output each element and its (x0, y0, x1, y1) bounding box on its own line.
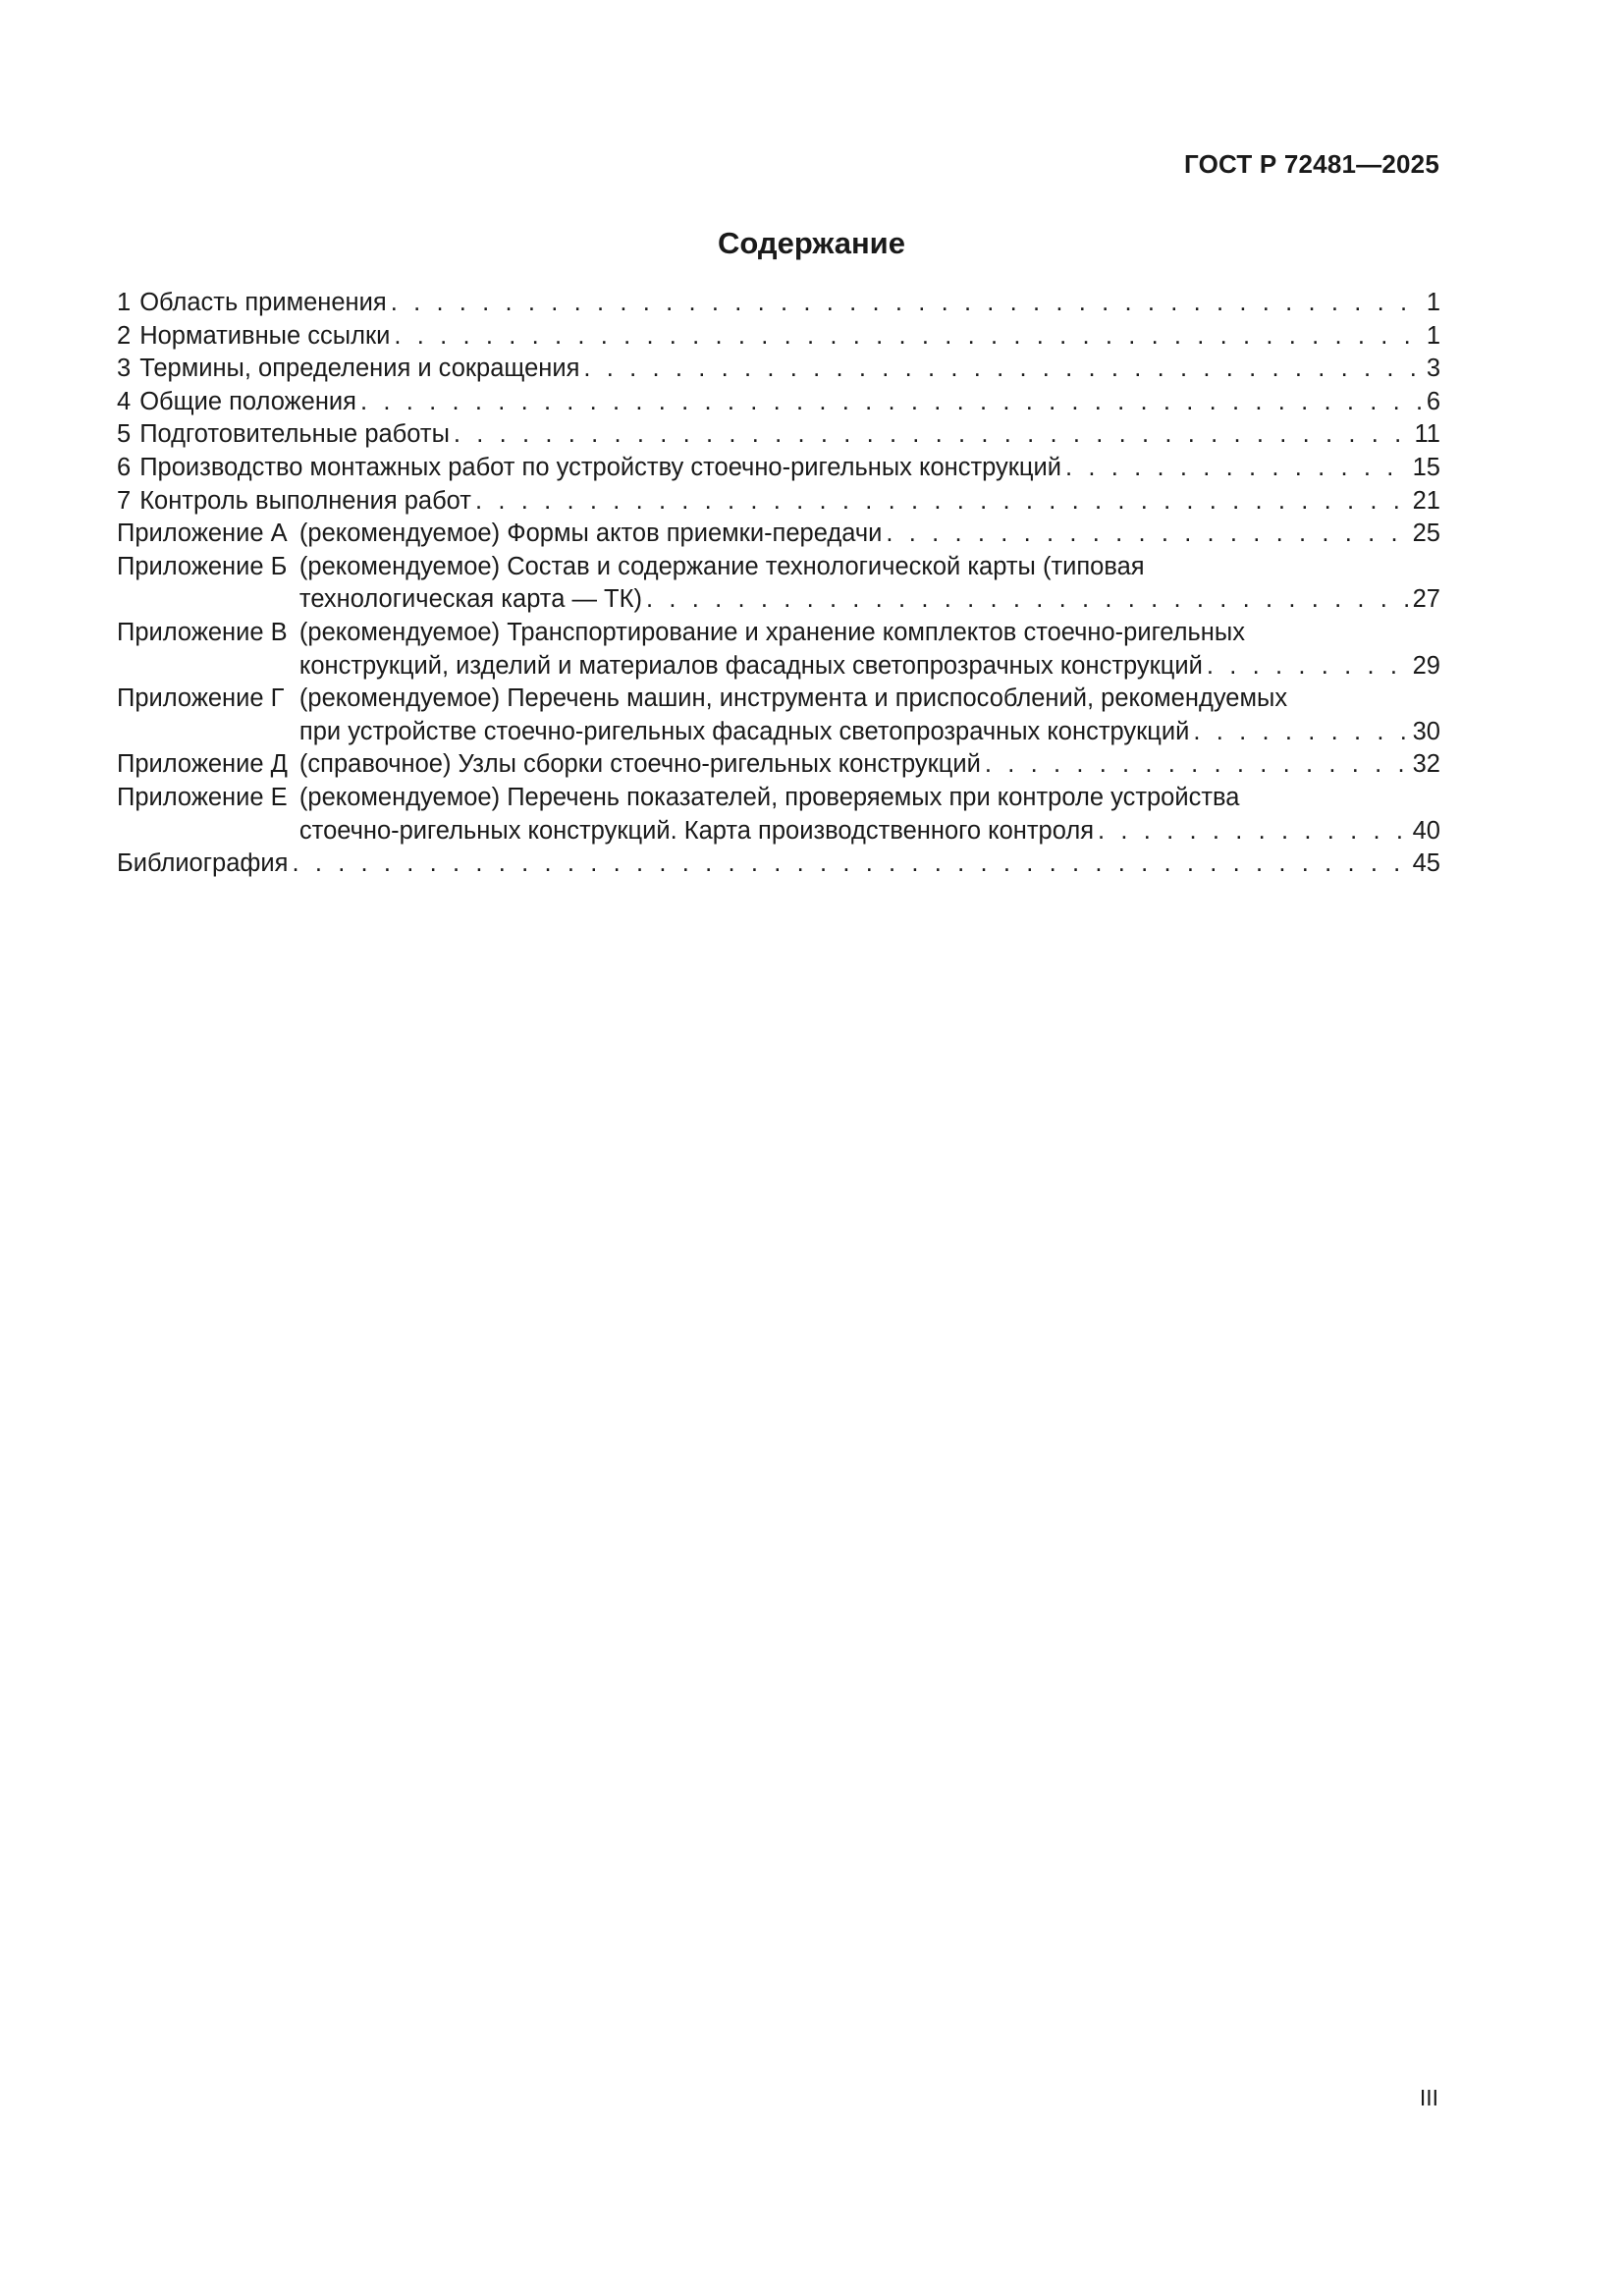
dot-leader (886, 518, 1410, 551)
toc-appendix-v[interactable] (117, 617, 1440, 683)
toc-appendix-a[interactable] (117, 518, 1440, 551)
page-ref: 1 (1426, 289, 1440, 316)
dot-leader (360, 386, 1425, 419)
appendix-title: (рекомендуемое) Перечень показателей, проверяемых при контроле устройства (298, 783, 1240, 811)
dot-leader (1098, 815, 1411, 848)
appendix-label: Приложение Е (117, 783, 288, 811)
page-ref: 32 (1412, 750, 1440, 779)
section-number: 5 (117, 420, 132, 449)
appendix-title: (рекомендуемое) Транспортирование и хранение комплектов стоечно-ригельных (298, 618, 1245, 646)
appendix-title: (рекомендуемое) Перечень машин, инструмента и приспособлений, рекомендуемых (298, 684, 1288, 713)
appendix-title-cont: конструкций, изделий и материалов фасадных светопрозрачных конструкций (298, 651, 1203, 680)
section-number: 6 (117, 453, 132, 481)
section-number: 4 (117, 387, 132, 415)
page-ref: 3 (1426, 355, 1440, 383)
page-ref: 15 (1412, 453, 1440, 481)
section-title: Область применения (139, 289, 387, 316)
page-ref: 40 (1412, 816, 1440, 845)
appendix-label: Приложение Г (117, 684, 285, 713)
dot-leader (475, 485, 1411, 519)
appendix-label: Приложение Б (117, 552, 288, 580)
dot-leader (391, 287, 1425, 320)
toc-section-5[interactable] (117, 418, 1440, 452)
document-code: ГОСТ Р 72481—2025 (1184, 149, 1439, 179)
toc-section-7[interactable] (117, 485, 1440, 519)
toc-appendix-e[interactable] (117, 782, 1440, 847)
page-ref: 21 (1412, 486, 1440, 515)
section-number: 1 (117, 289, 132, 316)
appendix-label: Приложение В (117, 618, 288, 646)
section-title: Термины, определения и сокращения (139, 355, 580, 383)
appendix-title-cont: при устройстве стоечно-ригельных фасадных светопрозрачных конструкций (298, 717, 1190, 745)
section-number: 7 (117, 486, 132, 515)
bibliography-title: Библиография (117, 849, 289, 878)
page-number: III (1419, 2085, 1438, 2110)
toc-section-3[interactable] (117, 353, 1440, 386)
toc-section-2[interactable] (117, 320, 1440, 354)
toc-title: Содержание (718, 226, 905, 260)
section-title: Нормативные ссылки (139, 321, 391, 350)
section-title: Производство монтажных работ по устройству стоечно-ригельных конструкций (139, 453, 1062, 481)
toc-appendix-g[interactable] (117, 683, 1440, 748)
dot-leader (1065, 452, 1411, 485)
toc-appendix-d[interactable] (117, 748, 1440, 782)
dot-leader (1193, 716, 1410, 749)
dot-leader (1207, 650, 1411, 683)
page-ref: 11 (1414, 420, 1440, 449)
table-of-contents (117, 287, 1440, 881)
page-ref: 25 (1412, 519, 1440, 548)
dot-leader (454, 418, 1413, 452)
section-number: 2 (117, 321, 132, 350)
dot-leader (394, 320, 1424, 354)
appendix-title-cont: технологическая карта — ТК) (298, 585, 642, 614)
page-ref: 6 (1426, 387, 1440, 415)
section-title: Общие положения (139, 387, 356, 415)
section-number: 3 (117, 355, 132, 383)
dot-leader (583, 353, 1424, 386)
dot-leader (985, 748, 1411, 782)
appendix-title: (справочное) Узлы сборки стоечно-ригельных конструкций (298, 750, 981, 779)
toc-section-1[interactable] (117, 287, 1440, 320)
page-ref: 29 (1412, 651, 1440, 680)
appendix-label: Приложение Д (117, 750, 288, 779)
page-ref: 45 (1412, 849, 1440, 878)
appendix-label: Приложение А (117, 519, 288, 548)
page-ref: 30 (1412, 717, 1440, 745)
toc-bibliography[interactable] (117, 847, 1440, 881)
toc-section-6[interactable] (117, 452, 1440, 485)
dot-leader (292, 847, 1410, 881)
section-title: Подготовительные работы (139, 420, 450, 449)
appendix-title: (рекомендуемое) Состав и содержание технологической карты (типовая (298, 552, 1145, 580)
toc-section-4[interactable] (117, 386, 1440, 419)
dot-leader (646, 583, 1411, 617)
appendix-title: (рекомендуемое) Формы актов приемки-передачи (298, 519, 883, 548)
page-ref: 1 (1426, 321, 1440, 350)
page-ref: 27 (1412, 585, 1440, 614)
section-title: Контроль выполнения работ (139, 486, 471, 515)
appendix-title-cont: стоечно-ригельных конструкций. Карта производственного контроля (298, 816, 1095, 845)
toc-appendix-b[interactable] (117, 551, 1440, 617)
